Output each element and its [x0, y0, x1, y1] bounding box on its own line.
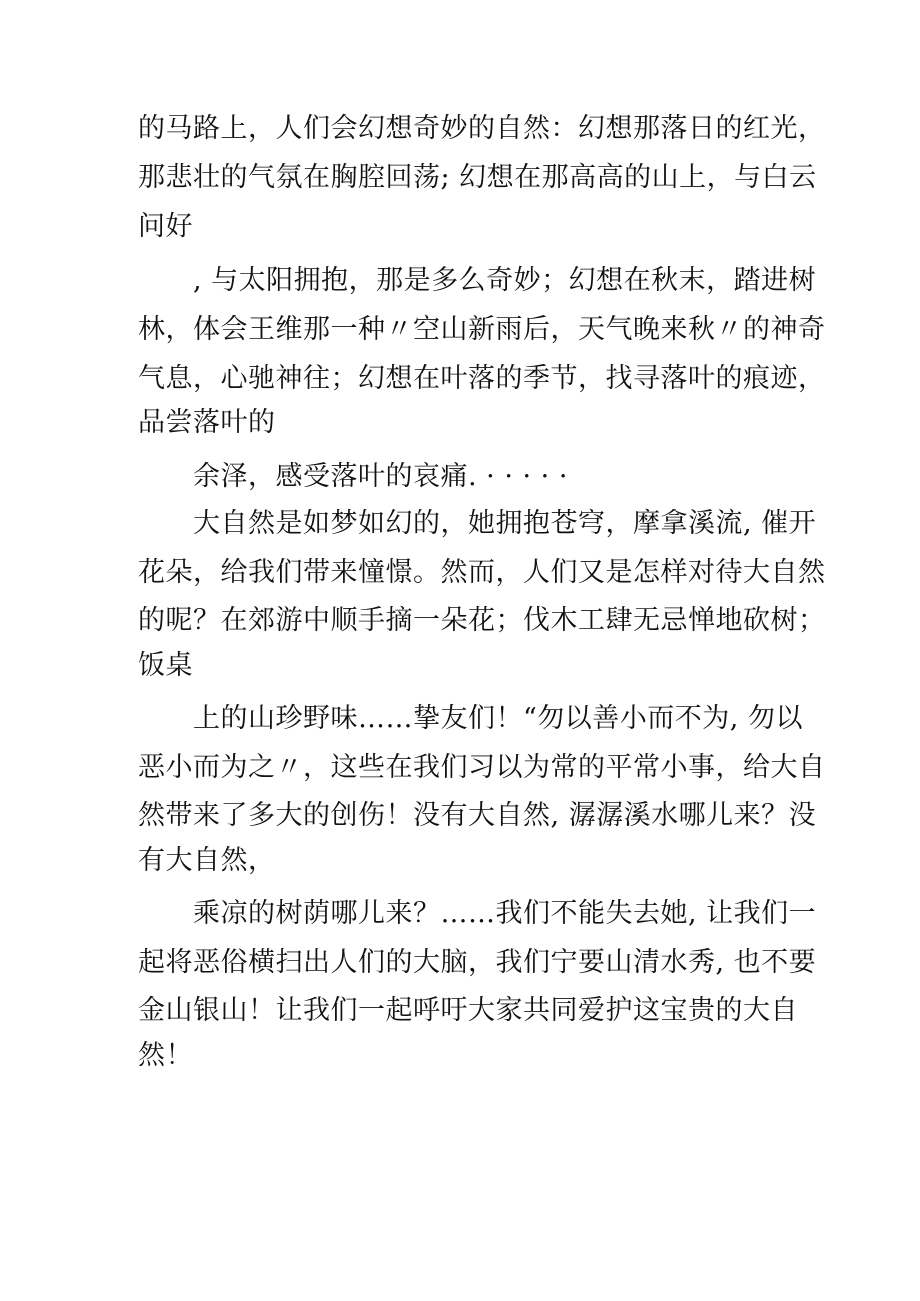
text-line: 上的山珍野味……挚友们！“勿以善小而不为, 勿以: [193, 703, 803, 734]
text-line: 余泽，感受落叶的哀痛. · · · · ·: [193, 461, 568, 492]
text-line: 乘凉的树荫哪儿来？……我们不能失去她, 让我们一: [193, 898, 817, 929]
text-line: 那悲壮的气氛在胸腔回荡; 幻想在那高高的山上，与白云: [138, 162, 817, 193]
text-line: 然带来了多大的创伤！没有大自然, 潺潺溪水哪儿来？没: [138, 800, 817, 831]
text-line: 大自然是如梦如幻的，她拥抱苍穹，摩拿溪流, 催开: [193, 508, 817, 539]
text-line: 花朵，给我们带来憧憬。然而，人们又是怎样对待大自然: [138, 557, 826, 588]
text-line: 有大自然，: [138, 845, 276, 876]
text-line: 林，体会王维那一种〃空山新雨后，天气晚来秋〃的神奇: [138, 314, 826, 345]
text-line: 然！: [138, 1040, 193, 1071]
text-line: 恶小而为之〃，这些在我们习以为常的平常小事，给大自: [138, 752, 826, 783]
text-line: 问好: [138, 211, 193, 242]
text-line: 的呢？在郊游中顺手摘一朵花；伐木工肆无忌惮地砍树；: [138, 605, 826, 636]
text-line: 品尝落叶的: [138, 407, 276, 438]
text-line: 起将恶俗横扫出人们的大脑，我们宁要山清水秀, 也不要: [138, 947, 817, 978]
text-line: 的马路上，人们会幻想奇妙的自然：幻想那落日的红光，: [138, 113, 826, 144]
text-line: , 与太阳拥抱，那是多么奇妙；幻想在秋末，踏进树: [193, 265, 817, 296]
text-line: 气息，心驰神往；幻想在叶落的季节，找寻落叶的痕迹，: [138, 363, 826, 394]
text-line: 金山银山！让我们一起呼吁大家共同爱护这宝贵的大自: [138, 995, 798, 1026]
text-line: 饭桌: [138, 650, 193, 681]
